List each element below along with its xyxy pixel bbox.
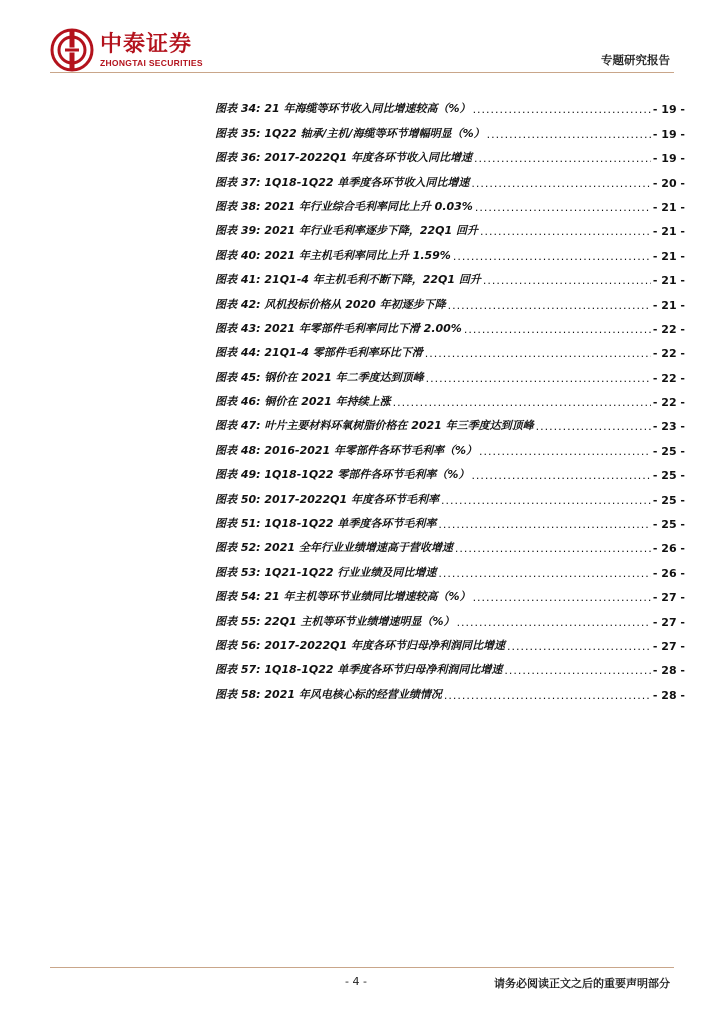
toc-page-number: - 26 - xyxy=(652,566,685,580)
toc-figure-label: 图表 43: xyxy=(215,321,261,335)
toc-dot-leader xyxy=(483,274,651,287)
header-divider xyxy=(50,72,674,73)
toc-figure-title: 1Q18-1Q22 零部件各环节毛利率（%） xyxy=(264,468,470,482)
toc-page-number: - 27 - xyxy=(652,639,685,653)
toc-page-number: - 28 - xyxy=(652,688,685,702)
toc-page-number: - 19 - xyxy=(652,127,685,141)
toc-page-number: - 22 - xyxy=(652,371,685,385)
toc-figure-title: 21 年海缆等环节收入同比增速较高（%） xyxy=(264,102,471,116)
toc-entry[interactable] xyxy=(215,555,685,579)
toc-figure-title: 1Q22 轴承/主机/海缆等环节增幅明显（%） xyxy=(264,126,485,140)
toc-page-number: - 20 - xyxy=(652,176,685,190)
toc-dot-leader xyxy=(471,177,650,190)
toc-dot-leader xyxy=(504,664,650,677)
footer-divider xyxy=(50,967,674,968)
toc-page-number: - 25 - xyxy=(652,444,685,458)
toc-figure-label: 图表 57: xyxy=(215,663,261,677)
toc-dot-leader xyxy=(441,494,651,507)
toc-figure-label: 图表 34: xyxy=(215,102,261,116)
toc-figure-title: 21Q1-4 年主机毛利不断下降，22Q1 回升 xyxy=(264,273,481,287)
toc-dot-leader xyxy=(453,250,651,263)
toc-dot-leader xyxy=(455,542,651,555)
toc-page-number: - 25 - xyxy=(652,493,685,507)
toc-dot-leader xyxy=(448,299,651,312)
toc-figure-title: 钢价在 2021 年二季度达到顶峰 xyxy=(264,370,424,384)
toc-page-number: - 21 - xyxy=(652,298,685,312)
toc-entry[interactable] xyxy=(215,409,685,433)
toc-figure-label: 图表 56: xyxy=(215,638,261,652)
toc-figure-title: 2017-2022Q1 年度各环节收入同比增速 xyxy=(264,151,473,165)
toc-entry[interactable] xyxy=(215,92,685,116)
toc-figure-title: 1Q18-1Q22 单季度各环节收入同比增速 xyxy=(264,175,470,189)
toc-figure-label: 图表 51: xyxy=(215,517,261,531)
toc-page-number: - 22 - xyxy=(652,347,685,361)
toc-figure-title: 2021 年主机毛利率同比上升 1.59% xyxy=(264,248,451,262)
toc-entry[interactable] xyxy=(215,287,685,311)
toc-entry[interactable] xyxy=(215,433,685,457)
toc-figure-title: 21 年主机等环节业绩同比增速较高（%） xyxy=(264,590,471,604)
toc-figure-label: 图表 37: xyxy=(215,175,261,189)
toc-page-number: - 21 - xyxy=(652,225,685,239)
toc-entry[interactable] xyxy=(215,629,685,653)
toc-entry[interactable] xyxy=(215,507,685,531)
toc-entry[interactable] xyxy=(215,360,685,384)
toc-dot-leader xyxy=(471,469,650,482)
toc-page-number: - 21 - xyxy=(652,249,685,263)
toc-figure-label: 图表 44: xyxy=(215,346,261,360)
toc-page-number: - 25 - xyxy=(652,518,685,532)
toc-page-number: - 26 - xyxy=(652,542,685,556)
toc-page-number: - 22 - xyxy=(652,322,685,336)
toc-dot-leader xyxy=(474,152,651,165)
report-type-label: 专题研究报告 xyxy=(601,53,670,67)
toc-figure-title: 2021 全年行业业绩增速高于营收增速 xyxy=(264,541,453,555)
toc-dot-leader xyxy=(507,640,651,653)
disclaimer-note: 请务必阅读正文之后的重要声明部分 xyxy=(494,977,670,990)
toc-dot-leader xyxy=(480,225,651,238)
toc-entry[interactable] xyxy=(215,580,685,604)
toc-figure-label: 图表 38: xyxy=(215,199,261,213)
toc-figure-label: 图表 45: xyxy=(215,370,261,384)
toc-figure-title: 2021 年行业毛利率逐步下降，22Q1 回升 xyxy=(264,224,478,238)
toc-entry[interactable] xyxy=(215,190,685,214)
toc-dot-leader xyxy=(473,103,651,116)
logo-english-name: ZHONGTAI SECURITIES xyxy=(100,58,203,68)
toc-figure-title: 1Q21-1Q22 行业业绩及同比增速 xyxy=(264,565,437,579)
toc-page-number: - 27 - xyxy=(652,615,685,629)
toc-dot-leader xyxy=(393,396,651,409)
toc-entry[interactable] xyxy=(215,336,685,360)
toc-dot-leader xyxy=(425,347,651,360)
toc-dot-leader xyxy=(475,201,651,214)
toc-dot-leader xyxy=(426,372,651,385)
company-logo xyxy=(50,26,203,74)
toc-figure-label: 图表 50: xyxy=(215,492,261,506)
logo-chinese-name: 中泰证券 xyxy=(100,32,193,57)
toc-dot-leader xyxy=(464,323,651,336)
toc-figure-title: 2017-2022Q1 年度各环节归母净利润同比增速 xyxy=(264,638,506,652)
toc-entry[interactable] xyxy=(215,141,685,165)
toc-dot-leader xyxy=(536,420,651,433)
toc-dot-leader xyxy=(457,616,651,629)
toc-dot-leader xyxy=(438,567,650,580)
toc-page-number: - 25 - xyxy=(652,469,685,483)
toc-figure-label: 图表 40: xyxy=(215,248,261,262)
toc-entry[interactable] xyxy=(215,214,685,238)
figure-index-list xyxy=(215,92,685,702)
toc-figure-label: 图表 55: xyxy=(215,614,261,628)
toc-figure-title: 风机投标价格从 2020 年初逐步下降 xyxy=(264,297,446,311)
toc-page-number: - 23 - xyxy=(652,420,685,434)
toc-dot-leader xyxy=(479,445,651,458)
toc-figure-label: 图表 46: xyxy=(215,395,261,409)
toc-figure-label: 图表 41: xyxy=(215,273,261,287)
toc-figure-title: 2021 年行业综合毛利率同比上升 0.03% xyxy=(264,199,473,213)
toc-entry[interactable] xyxy=(215,653,685,677)
toc-entry[interactable] xyxy=(215,312,685,336)
toc-entry[interactable] xyxy=(215,238,685,262)
toc-figure-label: 图表 36: xyxy=(215,151,261,165)
toc-figure-label: 图表 54: xyxy=(215,590,261,604)
toc-page-number: - 27 - xyxy=(652,591,685,605)
toc-entry[interactable] xyxy=(215,116,685,140)
toc-figure-title: 1Q18-1Q22 单季度各环节毛利率 xyxy=(264,517,437,531)
toc-figure-label: 图表 42: xyxy=(215,297,261,311)
toc-page-number: - 19 - xyxy=(652,152,685,166)
toc-figure-title: 2021 年风电核心标的经营业绩情况 xyxy=(264,687,442,701)
toc-entry[interactable] xyxy=(215,263,685,287)
toc-figure-title: 1Q18-1Q22 单季度各环节归母净利润同比增速 xyxy=(264,663,503,677)
toc-entry[interactable] xyxy=(215,385,685,409)
toc-figure-title: 21Q1-4 零部件毛利率环比下滑 xyxy=(264,346,423,360)
toc-entry[interactable] xyxy=(215,531,685,555)
toc-figure-label: 图表 48: xyxy=(215,443,261,457)
toc-figure-label: 图表 47: xyxy=(215,419,261,433)
toc-dot-leader xyxy=(438,518,650,531)
toc-figure-title: 铜价在 2021 年持续上涨 xyxy=(264,395,391,409)
toc-figure-label: 图表 53: xyxy=(215,565,261,579)
toc-page-number: - 21 - xyxy=(652,274,685,288)
page-number: - 4 - xyxy=(345,975,367,988)
toc-figure-title: 2021 年零部件毛利率同比下滑 2.00% xyxy=(264,321,462,335)
toc-entry[interactable] xyxy=(215,458,685,482)
toc-dot-leader xyxy=(444,689,651,702)
toc-page-number: - 21 - xyxy=(652,200,685,214)
zhongtai-logo-icon xyxy=(50,28,94,72)
toc-entry[interactable] xyxy=(215,677,685,701)
toc-figure-label: 图表 49: xyxy=(215,468,261,482)
toc-entry[interactable] xyxy=(215,482,685,506)
toc-figure-title: 2017-2022Q1 年度各环节毛利率 xyxy=(264,492,440,506)
toc-dot-leader xyxy=(487,128,651,141)
toc-entry[interactable] xyxy=(215,165,685,189)
toc-entry[interactable] xyxy=(215,604,685,628)
toc-figure-label: 图表 52: xyxy=(215,541,261,555)
toc-figure-title: 2016-2021 年零部件各环节毛利率（%） xyxy=(264,443,478,457)
toc-figure-title: 22Q1 主机等环节业绩增速明显（%） xyxy=(264,614,455,628)
toc-page-number: - 28 - xyxy=(652,664,685,678)
toc-figure-label: 图表 39: xyxy=(215,224,261,238)
toc-page-number: - 22 - xyxy=(652,396,685,410)
toc-figure-label: 图表 58: xyxy=(215,687,261,701)
toc-figure-title: 叶片主要材料环氧树脂价格在 2021 年三季度达到顶峰 xyxy=(264,419,534,433)
toc-figure-label: 图表 35: xyxy=(215,126,261,140)
toc-dot-leader xyxy=(473,591,651,604)
toc-page-number: - 19 - xyxy=(652,103,685,117)
